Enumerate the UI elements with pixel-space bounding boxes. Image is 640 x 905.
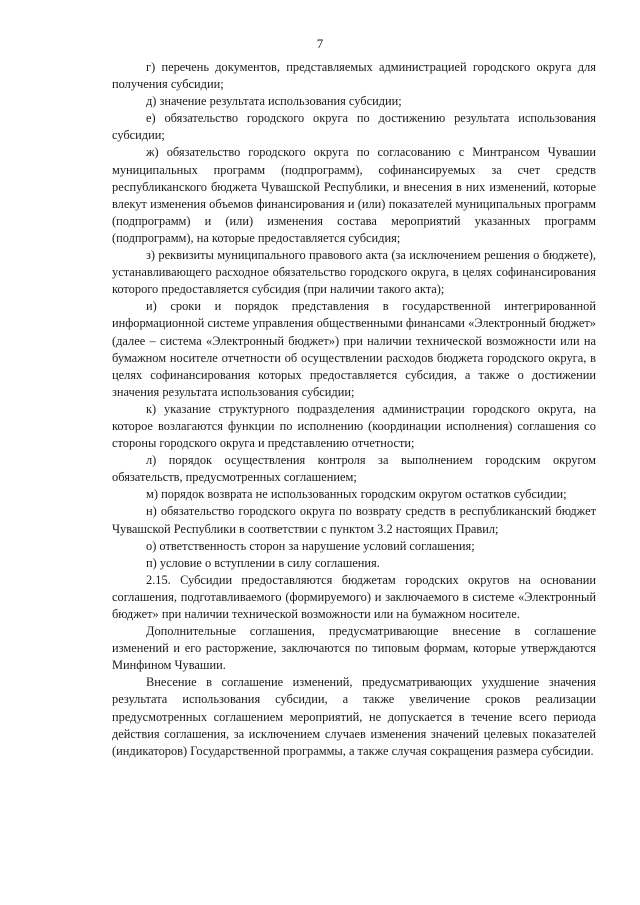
paragraph-2-15: 2.15. Субсидии предоставляются бюджетам городских округов на основании соглашения, подготавливаемого (формируемого) и заключаемого в системе «Электронный бюджет» при наличии технической возможности или на бумажном носителе.	[112, 572, 596, 621]
paragraph-item-d: д) значение результата использования субсидии;	[146, 94, 402, 109]
paragraph-item-m: м) порядок возврата не использованных городским округом остатков субсидии;	[146, 487, 567, 502]
paragraph-item-o: о) ответственность сторон за нарушение условий соглашения;	[146, 538, 475, 553]
paragraph-item-k: к) указание структурного подразделения администрации городского округа, на которое возлагаются функции по исполнению (координации исполнения) соглашения со стороны городского округа и представлению отчетности;	[112, 401, 596, 451]
paragraph-item-p: п) условие о вступлении в силу соглашения.	[146, 555, 380, 570]
paragraph-item-g: г) перечень документов, представляемых администрацией городского округа для получения субсидии;	[112, 60, 596, 92]
paragraph-item-e: е) обязательство городского округа по достижению результата использования субсидии;	[112, 111, 596, 143]
paragraph-item-z: з) реквизиты муниципального правового акта (за исключением решения о бюджете), устанавливающего расходное обязательство городского округа, в целях софинансирования которого предоставляется субсидия (при наличии такого акта);	[112, 248, 596, 297]
paragraph-item-n: н) обязательство городского округа по возврату средств в республиканский бюджет Чувашской Республики в соответствии с пунктом 3.2 настоящих Правил;	[112, 504, 596, 536]
paragraph-item-i: и) сроки и порядок представления в государственной интегрированной информационной системе управления общественными финансами «Электронный бюджет» (далее – система «Электронный бюджет») при наличии технической возможности или на бумажном носителе отчетности об осуществлении расходов бюджета городского округа, в целях софинансирования которых предоставляется субсидия, а также о достижении значения результата использования субсидии;	[112, 299, 596, 399]
page-number: 7	[316, 36, 324, 51]
paragraph-item-l: л) порядок осуществления контроля за выполнением городским округом обязательств, предусмотренных соглашением;	[112, 453, 596, 485]
paragraph-additional-agreements: Дополнительные соглашения, предусматривающие внесение в соглашение изменений и его расторжение, заключаются по типовым формам, которые утверждаются Минфином Чувашии.	[112, 624, 596, 673]
paragraph-amendments: Внесение в соглашение изменений, предусматривающих ухудшение значения результата использования субсидии, а также увеличение сроков реализации предусмотренных соглашением мероприятий, не допускается в течение всего периода действия соглашения, за исключением случаев изменения значений целевых показателей (индикаторов) Государственной программы, а также случая сокращения размера субсидии.	[112, 675, 596, 758]
document-body	[112, 59, 596, 760]
paragraph-item-zh: ж) обязательство городского округа по согласованию с Минтрансом Чувашии муниципальных программ (подпрограмм), софинансируемых за счет средств республиканского бюджета Чувашской Республики, и внесения в них изменений, которые влекут изменения объемов финансирования и (или) показателей муниципальных программ (подпрограмм) и (или) изменения состава мероприятий указанных программ (подпрограмм), на которые предоставляется субсидия;	[112, 145, 596, 245]
